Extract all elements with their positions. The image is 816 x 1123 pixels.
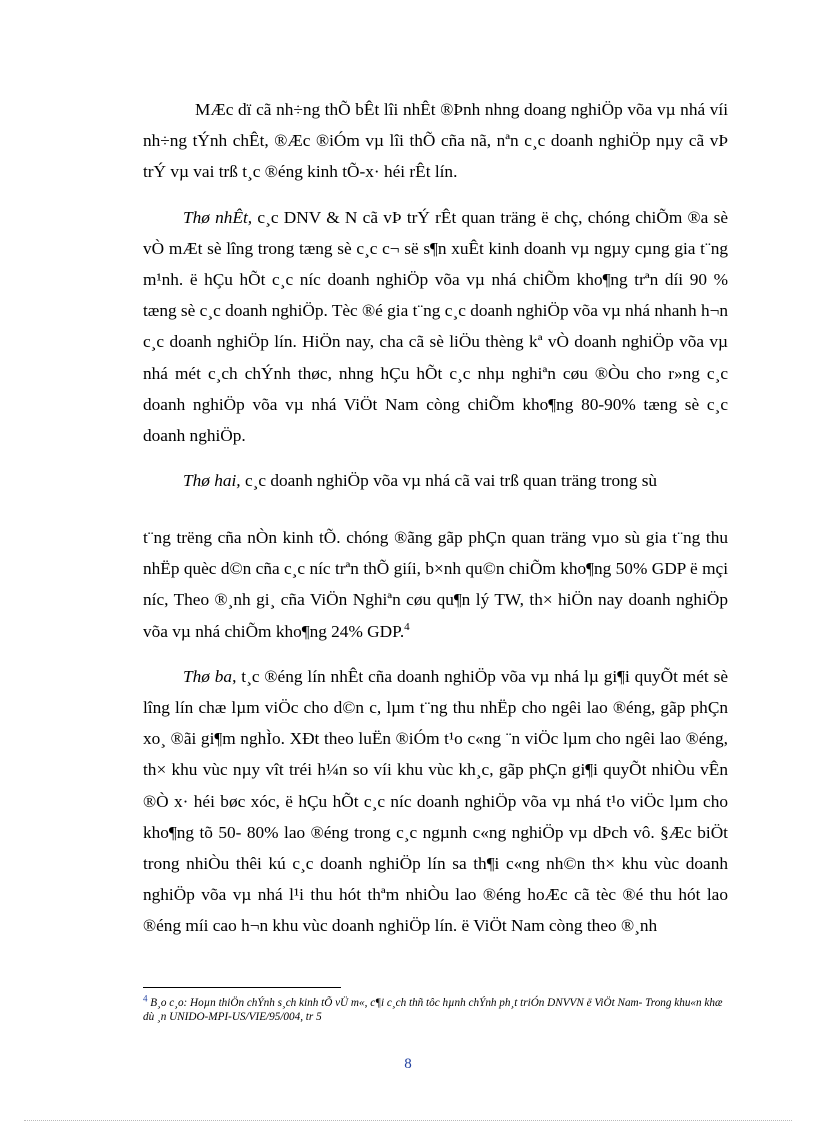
paragraph-second-point (143, 465, 728, 496)
body-text-bottom (143, 522, 728, 942)
paragraph-growth-text: t¨ng trëng cña nÒn kinh tÕ. chóng ®ãng gãp phÇn quan träng vµo sù gia t¨ng thu nhËp quèc d©n cña c¸c níc trªn thÕ giíi, b×nh qu©n chiÕm kho¶ng 50% GDP ë mçi níc, Theo ®¸nh gi¸ cña ViÖn Nghiªn cøu qu¶n lý TW, th× hiÖn nay doanh nghiÖp võa vµ nhá chiÕm kho¶ng 24% GDP. (143, 528, 728, 641)
page-number: 8 (404, 1056, 412, 1072)
paragraph-first-point (143, 202, 728, 452)
paragraph-first-point-text: c¸c DNV & N cã vÞ trÝ rÊt quan träng ë chç, chóng chiÕm ®a sè vÒ mÆt sè lîng trong tæng sè c¸c c¬ së s¶n xuÊt kinh doanh vµ ngµy cµng gia t¨ng m¹nh. ë hÇu hÕt c¸c níc doanh nghiÖp võa vµ nhá chiÕm kho¶ng trªn díi 90 % tæng sè c¸c doanh nghiÖp. Tèc ®é gia t¨ng c¸c doanh nghiÖp võa vµ nhá nhanh h¬n c¸c doanh nghiÖp lín. HiÖn nay, cha cã sè liÖu thèng kª vÒ doanh nghiÖp võa vµ nhá mét c¸ch chÝnh thøc, nhng hÇu hÕt c¸c nhµ nghiªn cøu ®Òu cho r»ng c¸c doanh nghiÖp võa vµ nhá ViÖt Nam còng chiÕm kho¶ng 80-90% tæng sè c¸c doanh nghiÖp. (143, 207, 729, 446)
paragraph-intro (143, 94, 728, 188)
body-text-top (143, 94, 728, 496)
paragraph-growth (143, 522, 728, 647)
paragraph-intro-text: MÆc dï cã nh÷ng thÕ bÊt lîi nhÊt ®Þnh nhng doang nghiÖp võa vµ nhá víi nh÷ng tÝnh chÊt, ®Æc ®iÓm vµ lîi thÕ cña nã, nªn c¸c doanh nghiÖp nµy cã vÞ trÝ vµ vai trß t¸c ®éng kinh tÕ-x· héi rÊt lín. (143, 100, 728, 182)
page-bottom-edge (24, 1120, 792, 1121)
footnote-text: B¸o c¸o: Hoµn thiÖn chÝnh s¸ch kinh tÕ vÜ m«, c¶i c¸ch thñ tôc hµnh chÝnh ph¸t triÓn DNVVN ë ViÖt Nam- Trong khu«n khæ dù ¸n UNIDO-MPI-US/VIE/95/004, tr 5 (143, 997, 723, 1023)
paragraph-first-point-lead: Thø nhÊt, (183, 207, 253, 227)
paragraph-second-point-lead: Thø hai, (183, 471, 241, 491)
paragraph-third-point-lead: Thø ba (183, 666, 233, 686)
footnote-separator (143, 987, 341, 988)
paragraph-third-point-text: , t¸c ®éng lín nhÊt cña doanh nghiÖp võa vµ nhá lµ gi¶i quyÕt mét sè lîng lín chæ lµm viÖc cho d©n c, lµm t¨ng thu nhËp cho ngêi lao ®éng, gãp phÇn xo¸ ®ãi gi¶m nghÌo. XÐt theo luËn ®iÓm t¹o c«ng ¨n viÖc lµm cho ngêi lao ®éng, th× khu vùc nµy vît tréi h¼n so víi khu vùc kh¸c, gãp phÇn gi¶i quyÕt nhiÒu vÊn ®Ò x· héi bøc xóc, ë hÇu hÕt c¸c níc doanh nghiÖp võa vµ nhá t¹o viÖc lµm cho kho¶ng tõ 50- 80% lao ®éng trong c¸c ngµnh c«ng nghiÖp vµ dÞch vô. §Æc biÖt trong nhiÒu thêi kú c¸c doanh nghiÖp lín sa th¶i c«ng nh©n th× khu vùc doanh nghiÖp võa vµ nhá l¹i thu hót thªm nhiÒu lao ®éng hoÆc cã tèc ®é thu hót lao ®éng míi cao h¬n khu vùc doanh nghiÖp lín. ë ViÖt Nam còng theo ®¸nh (143, 666, 728, 936)
footnote-mark: 4 (143, 993, 148, 1004)
footnote (143, 993, 733, 1024)
paragraph-third-point (143, 661, 728, 942)
footnote-reference[interactable]: 4 (404, 620, 410, 633)
paragraph-second-point-text: c¸c doanh nghiÖp võa vµ nhá cã vai trß quan träng trong sù (240, 471, 658, 491)
